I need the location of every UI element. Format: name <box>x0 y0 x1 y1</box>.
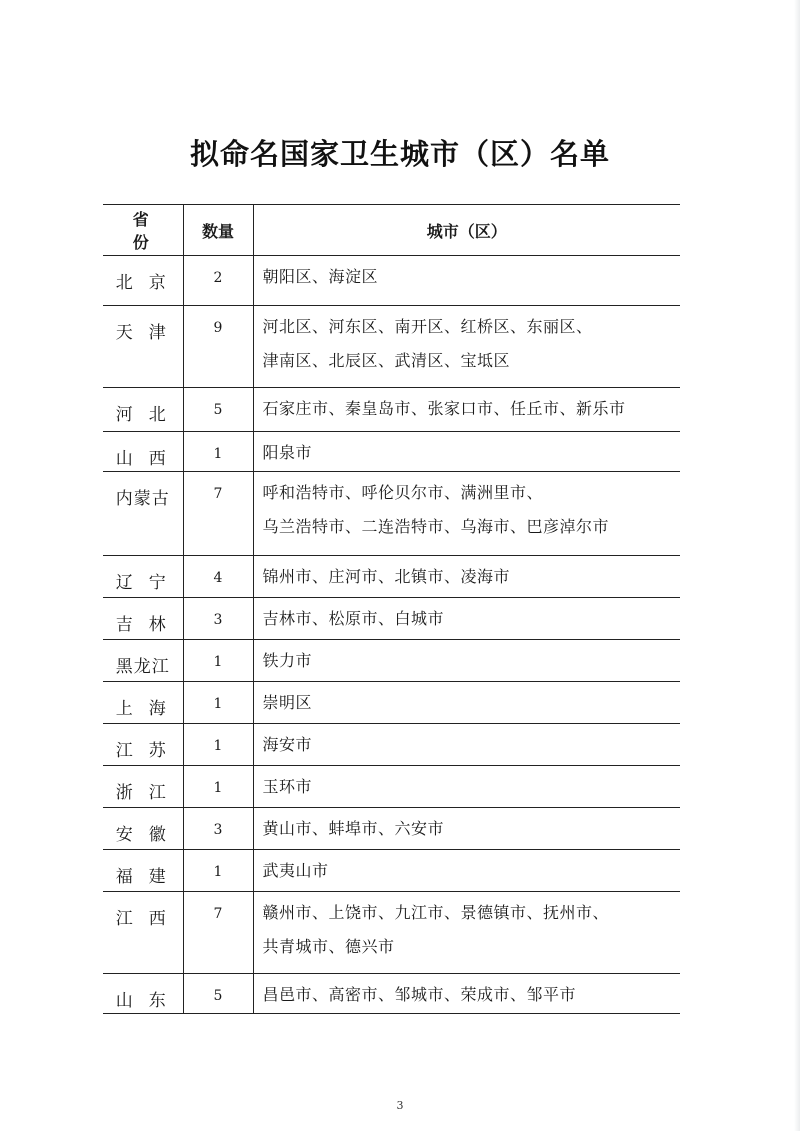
count-cell: 7 <box>183 472 253 556</box>
province-cell: 吉林 <box>103 598 183 640</box>
cities-cell: 朝阳区、海淀区 <box>253 256 680 306</box>
cities-cell: 赣州市、上饶市、九江市、景德镇市、抚州市、 共青城市、德兴市 <box>253 892 680 974</box>
table-row <box>103 472 680 556</box>
count-cell: 1 <box>183 850 253 892</box>
cities-cell: 阳泉市 <box>253 432 680 472</box>
province-cell: 黑龙江 <box>103 640 183 682</box>
table-row <box>103 556 680 598</box>
count-cell: 4 <box>183 556 253 598</box>
cities-cell: 海安市 <box>253 724 680 766</box>
cities-cell: 崇明区 <box>253 682 680 724</box>
count-cell: 1 <box>183 640 253 682</box>
cities-cell: 黄山市、蚌埠市、六安市 <box>253 808 680 850</box>
table-row <box>103 682 680 724</box>
header-province: 省份 <box>103 205 183 256</box>
table-row <box>103 432 680 472</box>
province-cell: 辽宁 <box>103 556 183 598</box>
cities-cell: 玉环市 <box>253 766 680 808</box>
province-cell: 安徽 <box>103 808 183 850</box>
table-row <box>103 640 680 682</box>
table-body <box>103 256 680 1014</box>
province-cell: 江西 <box>103 892 183 974</box>
table-row <box>103 724 680 766</box>
cities-cell: 昌邑市、高密市、邹城市、荣成市、邹平市 <box>253 974 680 1014</box>
count-cell: 7 <box>183 892 253 974</box>
province-cell: 河北 <box>103 388 183 432</box>
province-cell: 北京 <box>103 256 183 306</box>
cities-cell: 铁力市 <box>253 640 680 682</box>
table-row <box>103 850 680 892</box>
count-cell: 3 <box>183 808 253 850</box>
count-cell: 1 <box>183 724 253 766</box>
count-cell: 1 <box>183 766 253 808</box>
province-cell: 山东 <box>103 974 183 1014</box>
header-count: 数量 <box>183 205 253 256</box>
cities-cell: 河北区、河东区、南开区、红桥区、东丽区、 津南区、北辰区、武清区、宝坻区 <box>253 306 680 388</box>
cities-cell: 呼和浩特市、呼伦贝尔市、满洲里市、 乌兰浩特市、二连浩特市、乌海市、巴彦淖尔市 <box>253 472 680 556</box>
page-number: 3 <box>396 1099 404 1112</box>
page-title: 拟命名国家卫生城市（区）名单 <box>189 137 610 171</box>
count-cell: 2 <box>183 256 253 306</box>
table-row <box>103 598 680 640</box>
scan-edge-shadow <box>794 0 800 1131</box>
cities-cell: 吉林市、松原市、白城市 <box>253 598 680 640</box>
count-cell: 1 <box>183 432 253 472</box>
table-row <box>103 892 680 974</box>
cities-cell: 锦州市、庄河市、北镇市、凌海市 <box>253 556 680 598</box>
city-list-table <box>103 204 680 1014</box>
table-row <box>103 808 680 850</box>
table-row <box>103 766 680 808</box>
table-row <box>103 974 680 1014</box>
province-cell: 浙江 <box>103 766 183 808</box>
province-cell: 山西 <box>103 432 183 472</box>
province-cell: 天津 <box>103 306 183 388</box>
province-cell: 江苏 <box>103 724 183 766</box>
count-cell: 9 <box>183 306 253 388</box>
count-cell: 3 <box>183 598 253 640</box>
count-cell: 5 <box>183 974 253 1014</box>
province-cell: 内蒙古 <box>103 472 183 556</box>
table-row <box>103 256 680 306</box>
province-cell: 福建 <box>103 850 183 892</box>
province-cell: 上海 <box>103 682 183 724</box>
cities-cell: 武夷山市 <box>253 850 680 892</box>
header-cities: 城市（区） <box>253 205 680 256</box>
table-row <box>103 388 680 432</box>
table-row <box>103 306 680 388</box>
cities-cell: 石家庄市、秦皇岛市、张家口市、任丘市、新乐市 <box>253 388 680 432</box>
count-cell: 5 <box>183 388 253 432</box>
table-header-row <box>103 205 680 256</box>
count-cell: 1 <box>183 682 253 724</box>
